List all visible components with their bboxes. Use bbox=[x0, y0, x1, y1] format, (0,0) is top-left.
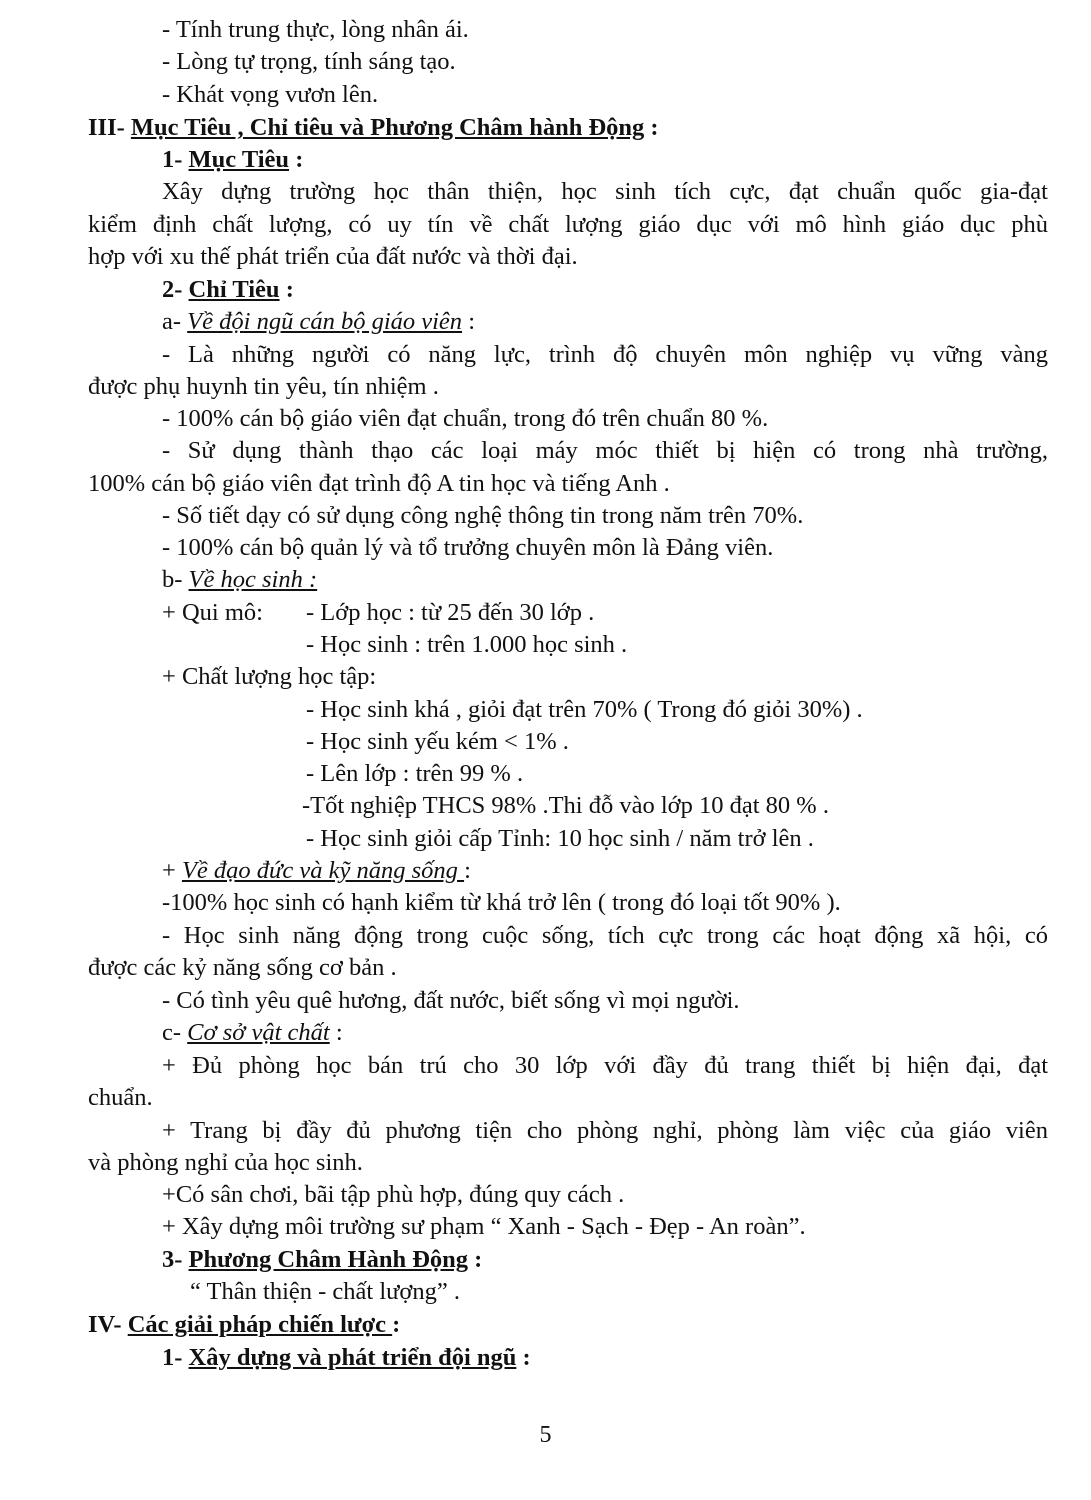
paragraph-line: - Sử dụng thành thạo các loại máy móc thiết bị hiện có trong nhà trường, bbox=[162, 437, 1048, 464]
paragraph-line: được các kỷ năng sống cơ bản . bbox=[88, 954, 397, 981]
paragraph-line: 100% cán bộ giáo viên đạt trình độ A tin học và tiếng Anh . bbox=[88, 470, 670, 497]
paragraph-line: + Đủ phòng học bán trú cho 30 lớp với đầy đủ trang thiết bị hiện đại, đạt bbox=[162, 1052, 1048, 1079]
paragraph-line: Xây dựng trường học thân thiện, học sinh tích cực, đạt chuẩn quốc gia-đạt bbox=[162, 178, 1048, 205]
paragraph-line: và phòng nghỉ của học sinh. bbox=[88, 1149, 363, 1176]
paragraph-line: hợp với xu thế phát triển của đất nước và thời đại. bbox=[88, 243, 578, 270]
paragraph-line: - Số tiết dạy có sử dụng công nghệ thông tin trong năm trên 70%. bbox=[162, 502, 804, 529]
qui-mo-label: + Qui mô: bbox=[162, 599, 263, 626]
subsection-c: c- Cơ sở vật chất : bbox=[162, 1019, 343, 1046]
list-item: - Lớp học : từ 25 đến 30 lớp . bbox=[306, 599, 595, 626]
list-item: - Học sinh khá , giỏi đạt trên 70% ( Trong đó giỏi 30%) . bbox=[306, 696, 863, 723]
paragraph-line: - Học sinh năng động trong cuộc sống, tích cực trong các hoạt động xã hội, có bbox=[162, 922, 1048, 949]
dao-duc-heading: + Về đạo đức và kỹ năng sống : bbox=[162, 857, 471, 884]
list-item: -Tốt nghiệp THCS 98% .Thi đỗ vào lớp 10 đạt 80 % . bbox=[302, 792, 829, 819]
motto-text: “ Thân thiện - chất lượng” . bbox=[190, 1278, 461, 1305]
chat-luong-label: + Chất lượng học tập: bbox=[162, 663, 377, 690]
list-item: - Học sinh : trên 1.000 học sinh . bbox=[306, 631, 628, 658]
paragraph-line: - 100% cán bộ giáo viên đạt chuẩn, trong đó trên chuẩn 80 %. bbox=[162, 405, 769, 432]
paragraph-line: -100% học sinh có hạnh kiểm từ khá trở lên ( trong đó loại tốt 90% ). bbox=[162, 889, 841, 916]
paragraph-line: +Có sân chơi, bãi tập phù hợp, đúng quy cách . bbox=[162, 1181, 625, 1208]
list-item: - Học sinh yếu kém < 1% . bbox=[306, 728, 569, 755]
paragraph-line: - Có tình yêu quê hương, đất nước, biết sống vì mọi người. bbox=[162, 987, 740, 1014]
paragraph-line: + Xây dựng môi trường sư phạm “ Xanh - Sạch - Đẹp - An roàn”. bbox=[162, 1213, 806, 1240]
subsection-a: a- Về đội ngũ cán bộ giáo viên : bbox=[162, 308, 475, 335]
subheading-phuong-cham: 3- Phương Châm Hành Động : bbox=[162, 1246, 483, 1273]
paragraph-line: + Trang bị đầy đủ phương tiện cho phòng nghỉ, phòng làm việc của giáo viên bbox=[162, 1117, 1048, 1144]
subheading-chi-tieu: 2- Chỉ Tiêu : bbox=[162, 276, 294, 303]
paragraph-line: chuẩn. bbox=[88, 1084, 153, 1111]
paragraph-line: - Là những người có năng lực, trình độ chuyên môn nghiệp vụ vững vàng bbox=[162, 341, 1048, 368]
page-number: 5 bbox=[539, 1422, 552, 1448]
paragraph-line: được phụ huynh tin yêu, tín nhiệm . bbox=[88, 373, 439, 400]
text-line: - Khát vọng vươn lên. bbox=[162, 81, 379, 108]
paragraph-line: - 100% cán bộ quản lý và tổ trưởng chuyên môn là Đảng viên. bbox=[162, 534, 774, 561]
paragraph-line: kiểm định chất lượng, có uy tín về chất lượng giáo dục với mô hình giáo dục phù bbox=[88, 211, 1048, 238]
list-item: - Học sinh giỏi cấp Tỉnh: 10 học sinh / năm trở lên . bbox=[306, 825, 814, 852]
subheading-xay-dung: 1- Xây dựng và phát triển đội ngũ : bbox=[162, 1344, 531, 1371]
section-heading-iii: III- Mục Tiêu , Chỉ tiêu và Phương Châm hành Động : bbox=[88, 114, 659, 141]
subheading-muc-tieu: 1- Mục Tiêu : bbox=[162, 146, 304, 173]
text-line: - Tính trung thực, lòng nhân ái. bbox=[162, 16, 469, 43]
section-heading-iv: IV- Các giải pháp chiến lược : bbox=[88, 1311, 401, 1338]
text-line: - Lòng tự trọng, tính sáng tạo. bbox=[162, 48, 456, 75]
list-item: - Lên lớp : trên 99 % . bbox=[306, 760, 524, 787]
subsection-b: b- Về học sinh : bbox=[162, 566, 318, 593]
